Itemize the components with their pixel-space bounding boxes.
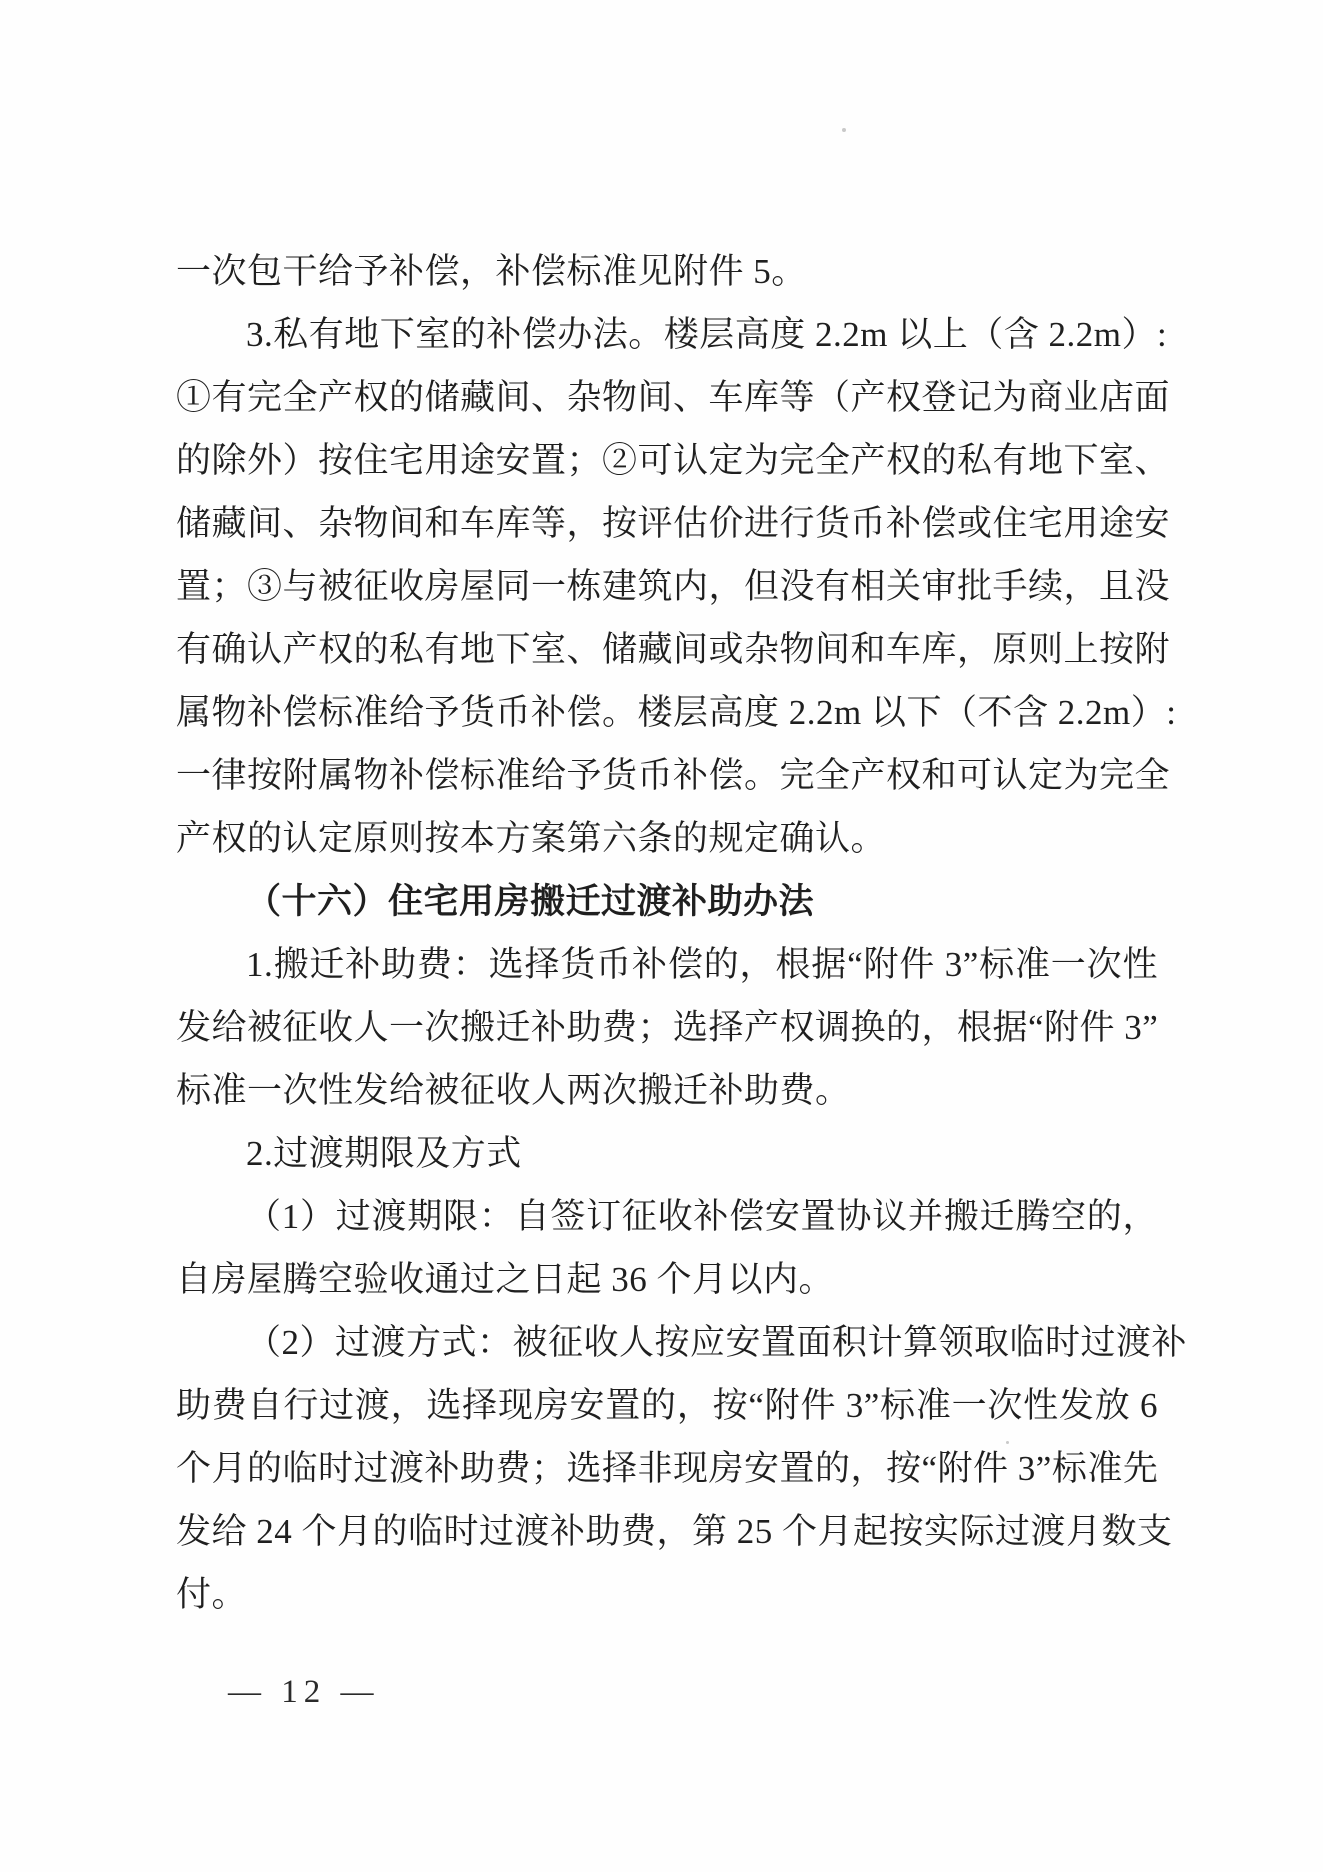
section-heading-16: （十六）住宅用房搬迁过渡补助办法 — [246, 882, 815, 921]
document-line: 有确认产权的私有地下室、储藏间或杂物间和车库，原则上按附 — [176, 630, 1171, 669]
document-line: 付。 — [176, 1575, 248, 1614]
document-line: 标准一次性发给被征收人两次搬迁补助费。 — [176, 1071, 851, 1110]
document-line: 一律按附属物补偿标准给予货币补偿。完全产权和可认定为完全 — [176, 756, 1171, 795]
document-line: 属物补偿标准给予货币补偿。楼层高度 2.2m 以下（不含 2.2m）: — [176, 693, 1177, 732]
document-line: 的除外）按住宅用途安置；②可认定为完全产权的私有地下室、 — [176, 441, 1171, 480]
document-line: 3.私有地下室的补偿办法。楼层高度 2.2m 以上（含 2.2m）: — [246, 315, 1168, 354]
document-line: 产权的认定原则按本方案第六条的规定确认。 — [176, 819, 887, 858]
document-line: 储藏间、杂物间和车库等，按评估价进行货币补偿或住宅用途安 — [176, 504, 1171, 543]
document-line: 助费自行过渡，选择现房安置的，按“附件 3”标准一次性发放 6 — [176, 1386, 1158, 1425]
scan-speck — [842, 128, 846, 132]
document-body — [176, 240, 1188, 1626]
document-line: 2.过渡期限及方式 — [246, 1134, 522, 1173]
document-line: 一次包干给予补偿，补偿标准见附件 5。 — [176, 252, 807, 291]
document-line: 置；③与被征收房屋同一栋建筑内，但没有相关审批手续，且没 — [176, 567, 1171, 606]
scan-speck — [1006, 1441, 1009, 1444]
document-line: 发给 24 个月的临时过渡补助费，第 25 个月起按实际过渡月数支 — [176, 1512, 1173, 1551]
document-line: （2）过渡方式：被征收人按应安置面积计算领取临时过渡补 — [246, 1323, 1188, 1362]
document-line: （1）过渡期限：自签订征收补偿安置协议并搬迁腾空的， — [246, 1197, 1158, 1236]
document-line: 1.搬迁补助费：选择货币补偿的，根据“附件 3”标准一次性 — [246, 945, 1158, 984]
document-line: 自房屋腾空验收通过之日起 36 个月以内。 — [176, 1260, 835, 1299]
document-line: ①有完全产权的储藏间、杂物间、车库等（产权登记为商业店面 — [176, 378, 1171, 417]
document-line: 发给被征收人一次搬迁补助费；选择产权调换的，根据“附件 3” — [176, 1008, 1159, 1047]
page-number: — 12 — — [228, 1674, 380, 1710]
document-line: 个月的临时过渡补助费；选择非现房安置的，按“附件 3”标准先 — [176, 1449, 1159, 1488]
